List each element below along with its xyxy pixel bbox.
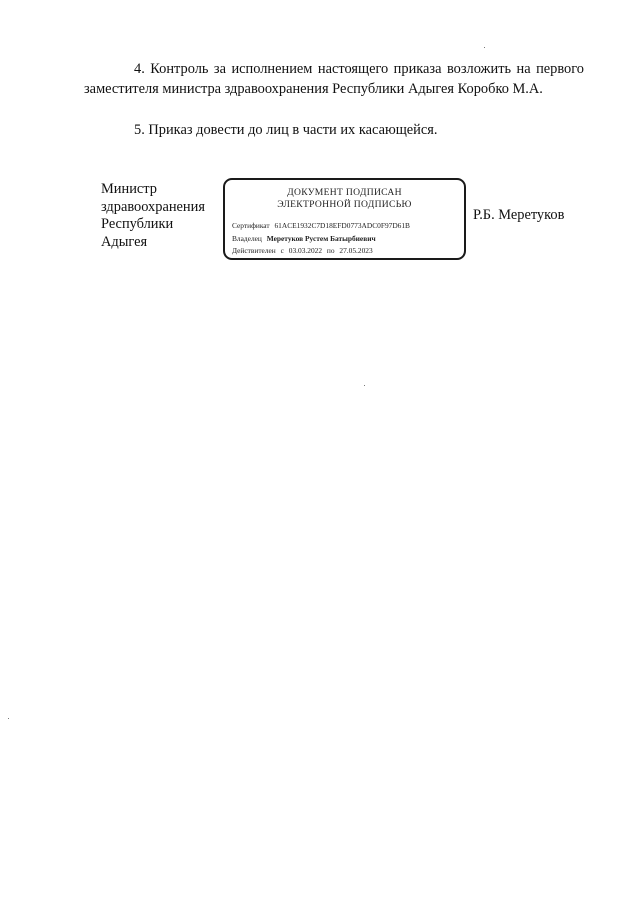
validity-to-date: 27.05.2023: [339, 246, 373, 255]
signatory-title-line: здравоохранения: [101, 198, 205, 215]
signatory-name: Р.Б. Меретуков: [473, 207, 565, 223]
stamp-certificate-row: [232, 221, 410, 230]
stamp-owner-row: [232, 234, 376, 243]
owner-value: Меретуков Рустем Батырбиевич: [266, 234, 376, 243]
electronic-signature-stamp: [223, 178, 466, 260]
stamp-heading: [225, 187, 464, 211]
validity-to-word: по: [326, 246, 335, 255]
signatory-title-line: Министр: [101, 181, 157, 197]
certificate-value: 61ACE1932C7D18EFD0773ADC0F97D61B: [274, 221, 410, 230]
paragraph-item-4: 4. Контроль за исполнением настоящего приказа возложить на первого заместителя министра здравоохранения Республики Адыгея Коробко М.А.: [84, 61, 584, 97]
paragraph-item-5: 5. Приказ довести до лиц в части их касающейся.: [134, 122, 438, 138]
signatory-title-line: Республики: [101, 216, 174, 232]
stamp-heading-line: ДОКУМЕНТ ПОДПИСАН: [287, 187, 402, 198]
signatory-title-line: Адыгея: [101, 233, 148, 250]
certificate-label: Сертификат: [232, 221, 270, 230]
validity-from-date: 03.03.2022: [288, 246, 323, 255]
validity-from-word: с: [280, 246, 284, 255]
signatory-title: [101, 181, 221, 251]
validity-label: Действителен: [232, 246, 276, 255]
stamp-validity-row: [232, 246, 373, 255]
scan-speck: [364, 385, 365, 386]
stamp-heading-line: ЭЛЕКТРОННОЙ ПОДПИСЬЮ: [277, 199, 412, 210]
scan-speck: [8, 718, 9, 719]
scan-speck: [484, 47, 485, 48]
owner-label: Владелец: [232, 234, 262, 243]
